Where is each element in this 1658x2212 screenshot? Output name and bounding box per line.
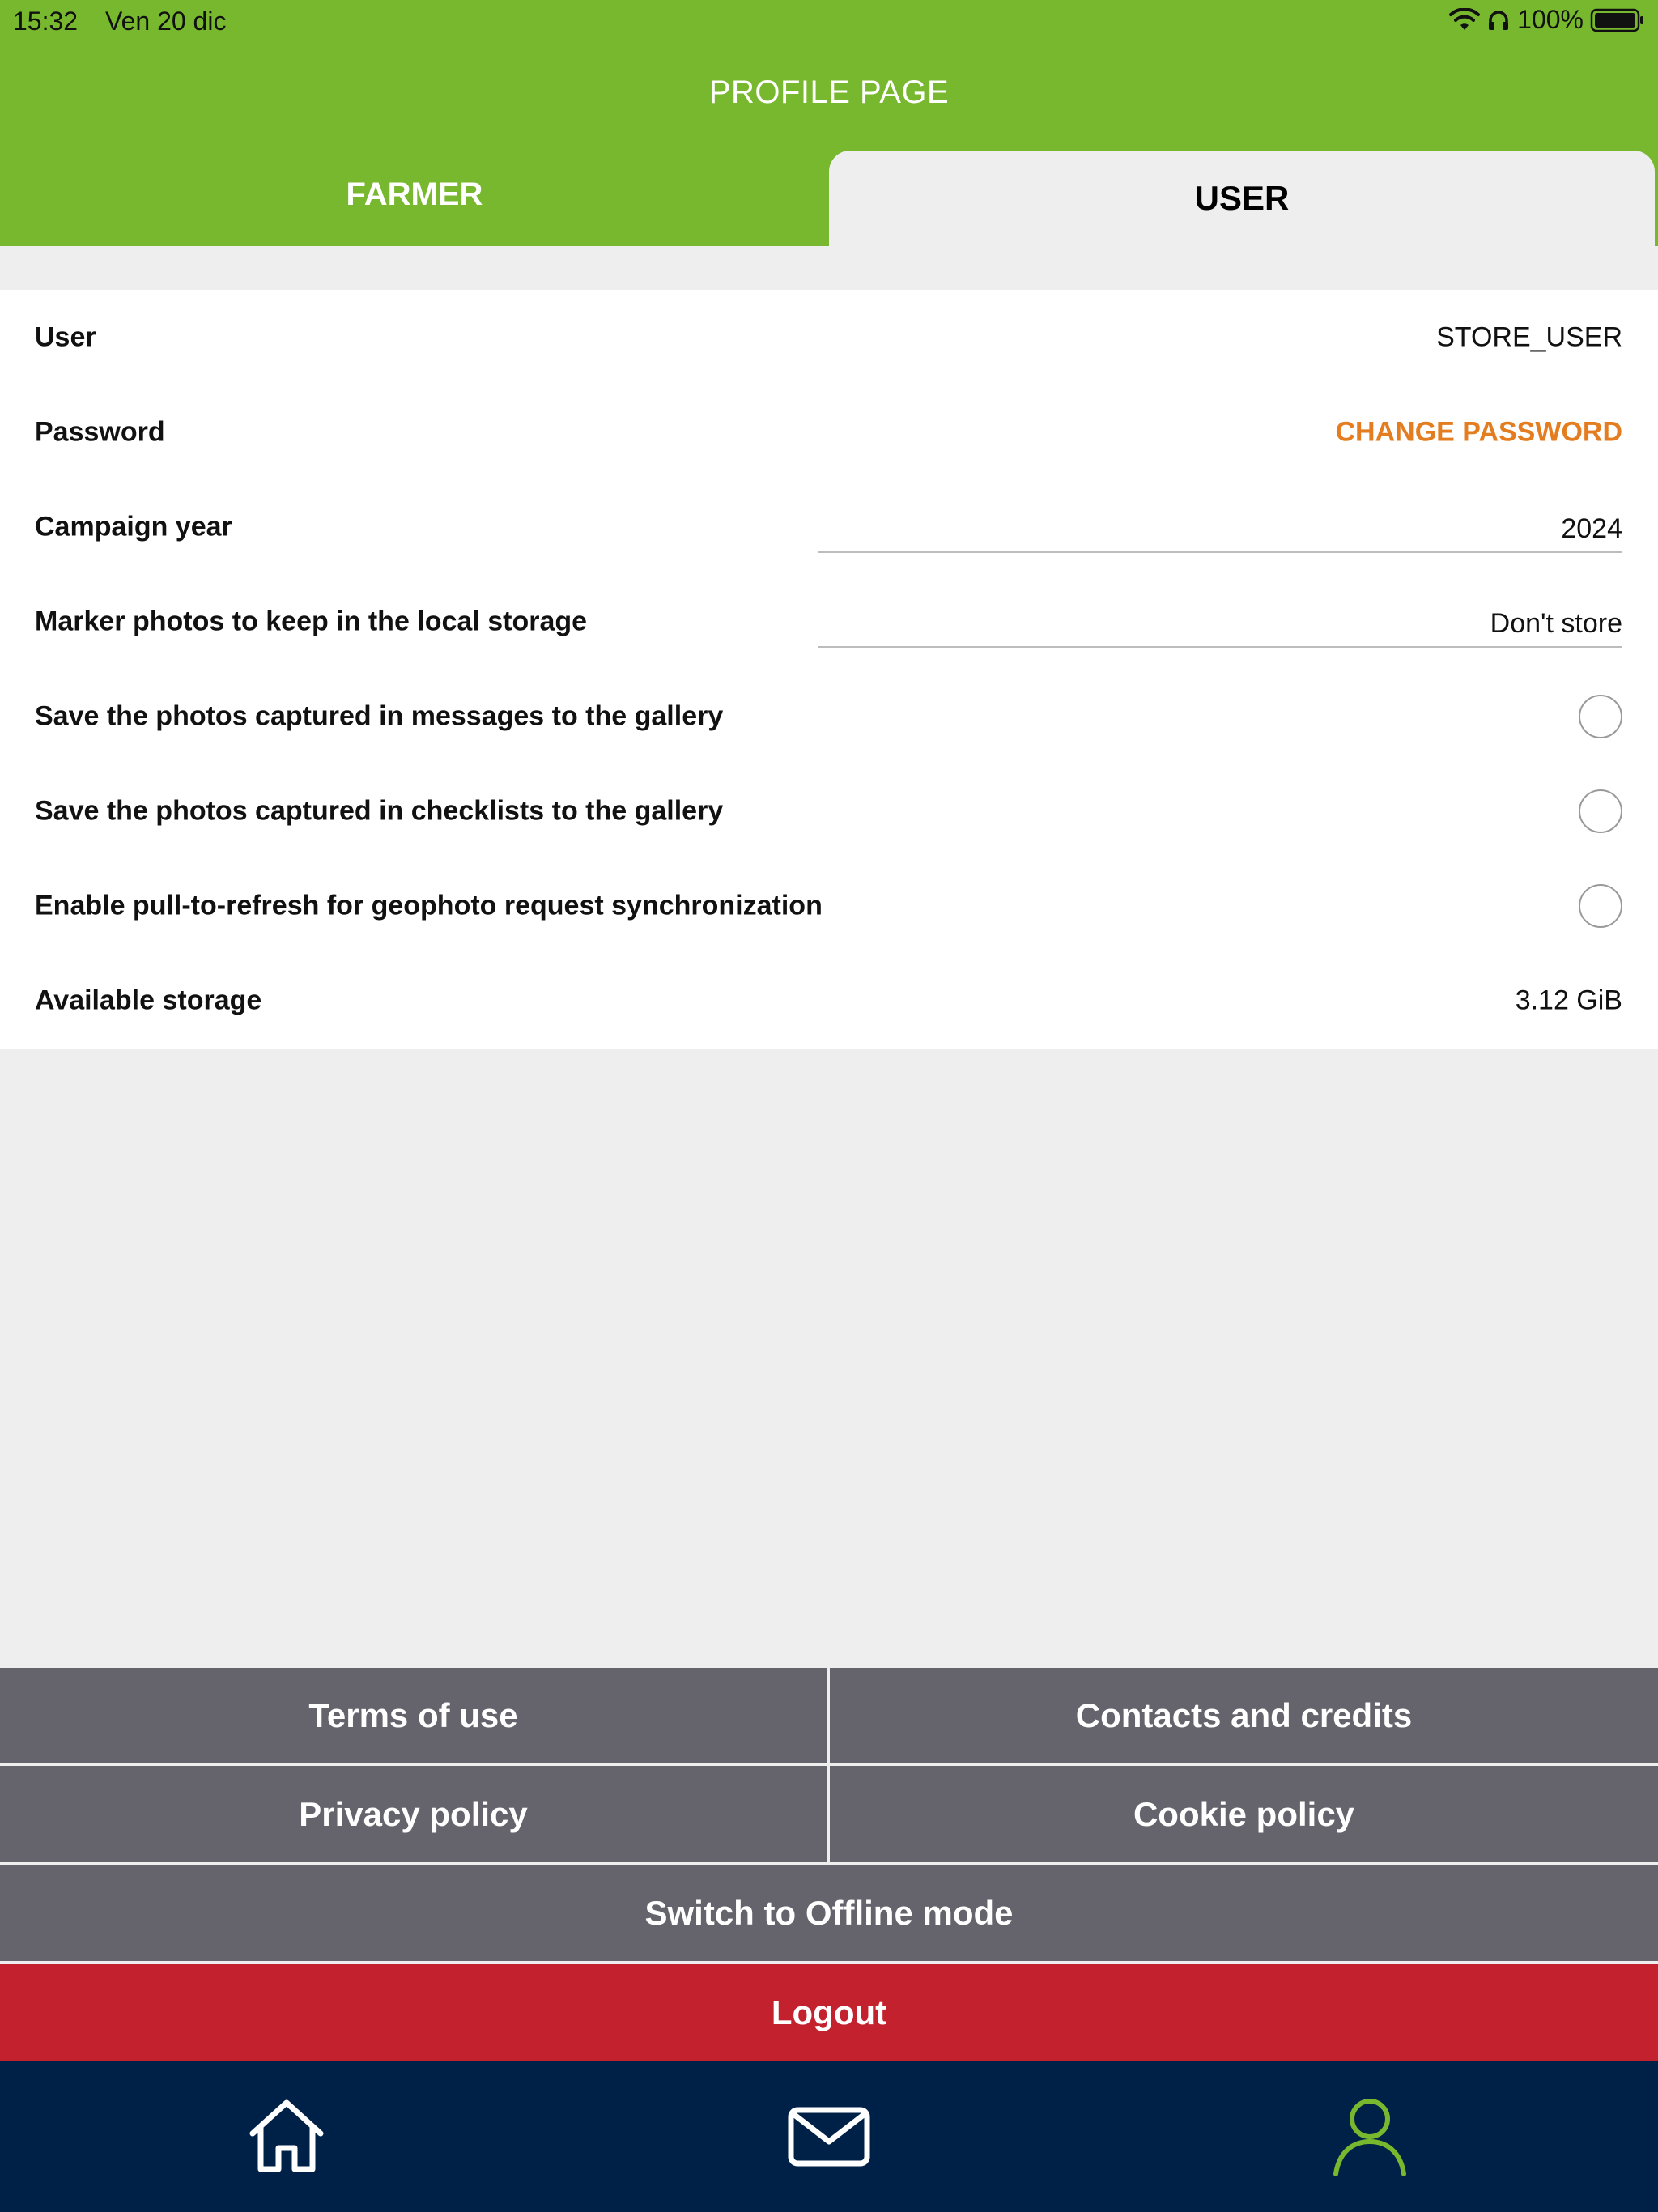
setting-row-campaign-year <box>0 479 1658 574</box>
privacy-policy-button[interactable]: Privacy policy <box>0 1766 827 1862</box>
logout-button[interactable]: Logout <box>0 1964 1658 2061</box>
user-icon <box>1331 2096 1409 2177</box>
battery-icon <box>1590 7 1645 33</box>
settings-panel <box>0 290 1658 1049</box>
setting-row-available-storage <box>0 953 1658 1048</box>
setting-row-save-messages <box>0 669 1658 764</box>
page-title: PROFILE PAGE <box>708 74 950 110</box>
mail-icon <box>787 2106 871 2167</box>
bottom-nav <box>0 2061 1658 2212</box>
cookie-policy-button[interactable]: Cookie policy <box>830 1766 1658 1862</box>
nav-home[interactable] <box>206 2061 368 2212</box>
tab-user[interactable]: USER <box>829 151 1655 246</box>
campaign-year-value: 2024 <box>1561 513 1622 544</box>
status-indicators <box>1449 5 1645 35</box>
status-date: Ven 20 dic <box>105 6 227 36</box>
change-password-link[interactable]: CHANGE PASSWORD <box>1335 416 1622 447</box>
switch-offline-button[interactable]: Switch to Offline mode <box>0 1865 1658 1961</box>
wifi-icon <box>1449 8 1480 32</box>
terms-of-use-button[interactable]: Terms of use <box>0 1668 827 1763</box>
available-storage-label: Available storage <box>35 985 262 1015</box>
user-value: STORE_USER <box>1436 321 1622 352</box>
home-icon <box>246 2098 327 2176</box>
campaign-year-select[interactable] <box>818 503 1622 553</box>
campaign-year-label: Campaign year <box>35 511 232 542</box>
setting-row-pull-to-refresh <box>0 858 1658 953</box>
battery-percent: 100% <box>1517 5 1584 34</box>
marker-photos-select[interactable] <box>818 598 1622 648</box>
pull-to-refresh-radio[interactable] <box>1579 884 1622 928</box>
headphones-icon <box>1486 8 1511 32</box>
status-time: 15:32 <box>13 6 79 36</box>
status-bar <box>0 0 1658 42</box>
user-label: User <box>35 321 96 352</box>
setting-row-password <box>0 385 1658 479</box>
setting-row-save-checklists <box>0 764 1658 858</box>
save-checklists-radio[interactable] <box>1579 789 1622 833</box>
save-messages-radio[interactable] <box>1579 695 1622 738</box>
save-checklists-label: Save the photos captured in checklists to the gallery <box>35 795 724 826</box>
header <box>0 0 1658 246</box>
setting-row-user <box>0 290 1658 385</box>
save-messages-label: Save the photos captured in messages to the gallery <box>35 700 724 731</box>
marker-photos-label: Marker photos to keep in the local storage <box>35 606 588 636</box>
nav-messages[interactable] <box>748 2061 910 2212</box>
password-label: Password <box>35 416 165 447</box>
marker-photos-value: Don't store <box>1490 608 1622 639</box>
tab-farmer[interactable]: FARMER <box>346 176 483 212</box>
setting-row-marker-photos <box>0 574 1658 669</box>
available-storage-value: 3.12 GiB <box>1515 985 1622 1015</box>
nav-profile[interactable] <box>1289 2061 1451 2212</box>
pull-to-refresh-label: Enable pull-to-refresh for geophoto request synchronization <box>35 890 823 921</box>
contacts-and-credits-button[interactable]: Contacts and credits <box>830 1668 1658 1763</box>
